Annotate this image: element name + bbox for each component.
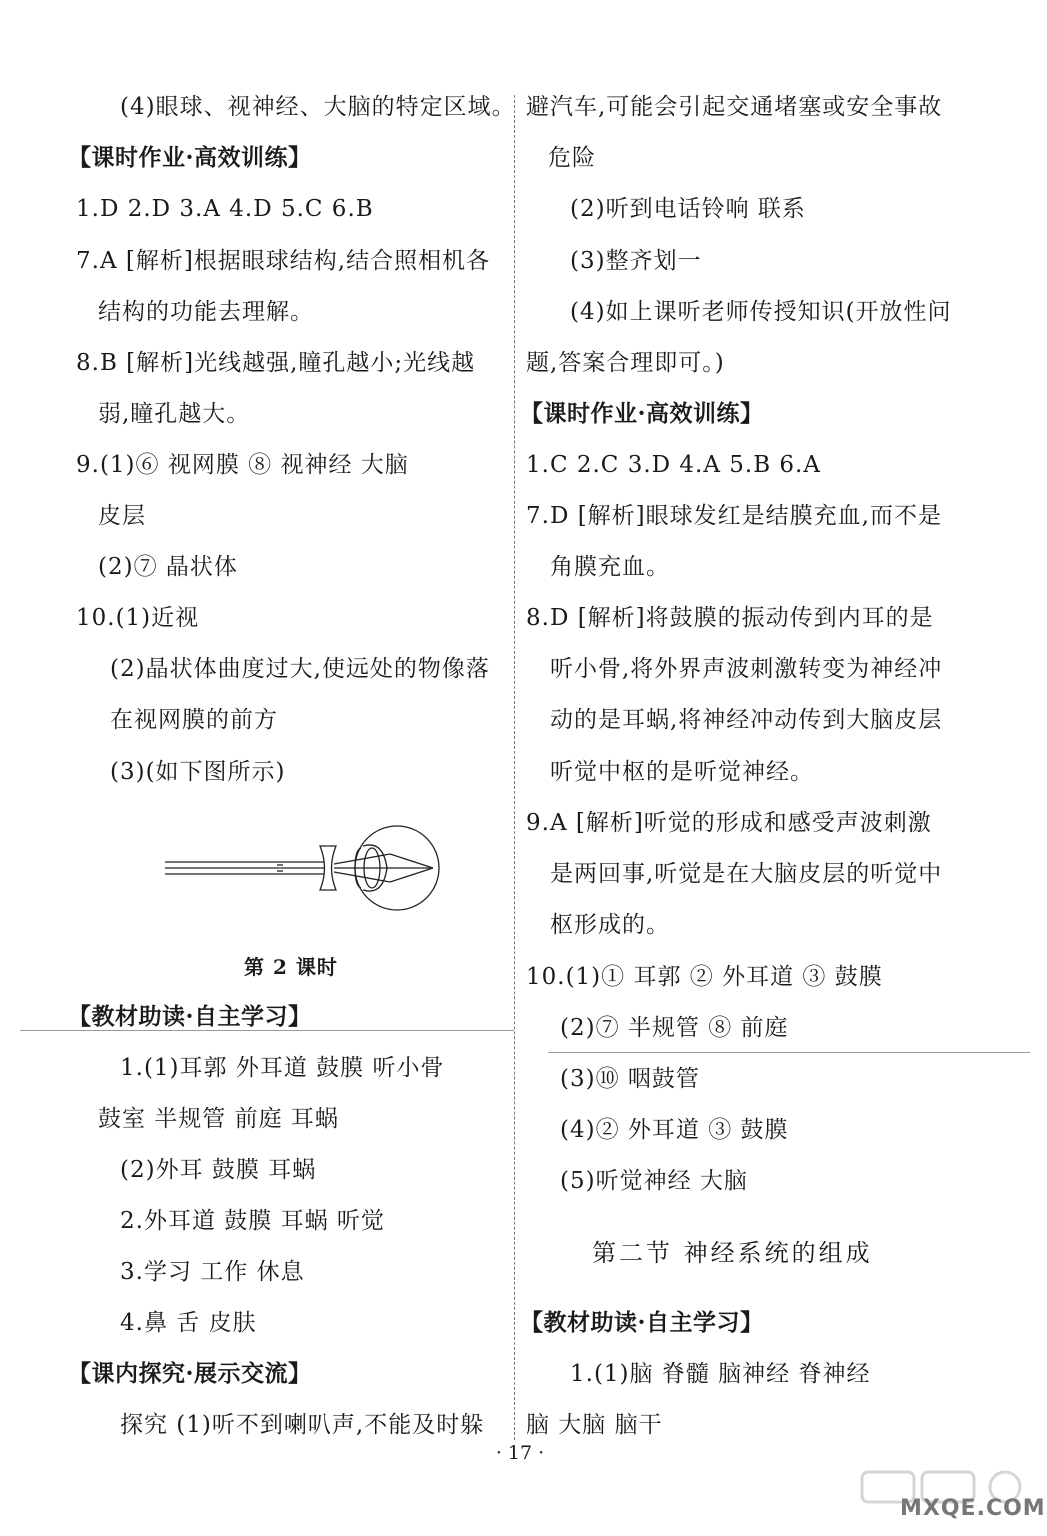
- myopia-correction-diagram: [165, 818, 450, 918]
- answer-line: (4)眼球、视神经、大脑的特定区域。: [120, 94, 516, 120]
- answer-line: 9.A [解析]听觉的形成和感受声波刺激: [526, 810, 932, 836]
- answer-line: 3.学习 工作 休息: [120, 1259, 305, 1285]
- answer-line: (3)(如下图所示): [110, 759, 286, 785]
- answer-line: (2)外耳 鼓膜 耳蜗: [120, 1157, 317, 1183]
- answer-line: 在视网膜的前方: [110, 707, 278, 733]
- answer-line: 1.C 2.C 3.D 4.A 5.B 6.A: [526, 452, 821, 478]
- column-divider: [514, 95, 515, 1440]
- answer-line: 2.外耳道 鼓膜 耳蜗 听觉: [120, 1208, 385, 1234]
- right-cut-line: [548, 1052, 1030, 1053]
- answer-line: 1.(1)耳郭 外耳道 鼓膜 听小骨: [120, 1055, 445, 1081]
- answer-line: 4.鼻 舌 皮肤: [120, 1310, 257, 1336]
- page-number: · 17 ·: [495, 1442, 545, 1464]
- answer-line: 结构的功能去理解。: [98, 299, 314, 325]
- answer-line: 10.(1)① 耳郭 ② 外耳道 ③ 鼓膜: [526, 964, 883, 990]
- answer-line: 避汽车,可能会引起交通堵塞或安全事故: [526, 94, 943, 120]
- answer-line: 10.(1)近视: [76, 605, 200, 631]
- answer-line: (5)听觉神经 大脑: [560, 1168, 748, 1194]
- answer-line: 1.D 2.D 3.A 4.D 5.C 6.B: [76, 196, 374, 222]
- answer-line: 危险: [548, 145, 596, 171]
- answer-line: 9.(1)⑥ 视网膜 ⑧ 视神经 大脑: [76, 452, 409, 478]
- answer-line: 鼓室 半规管 前庭 耳蜗: [98, 1106, 339, 1132]
- answer-line: (2)晶状体曲度过大,使远处的物像落: [110, 656, 490, 682]
- answer-line: 皮层: [98, 503, 146, 529]
- answer-line: 探究 (1)听不到喇叭声,不能及时躲: [120, 1412, 485, 1438]
- answer-line: 7.D [解析]眼球发红是结膜充血,而不是: [526, 503, 942, 529]
- watermark-text: MXQE.COM: [900, 1496, 1046, 1521]
- section-title: 第二节 神经系统的组成: [592, 1239, 873, 1267]
- answer-line: 动的是耳蜗,将神经冲动传到大脑皮层: [550, 707, 943, 733]
- answer-line: 8.B [解析]光线越强,瞳孔越小;光线越: [76, 350, 476, 376]
- answer-line: 是两回事,听觉是在大脑皮层的听觉中: [550, 861, 943, 887]
- answer-line: 角膜充血。: [550, 554, 670, 580]
- answer-line: (2)⑦ 晶状体: [98, 554, 238, 580]
- answer-line: 脑 大脑 脑干: [526, 1412, 663, 1438]
- answer-line: 枢形成的。: [550, 912, 670, 938]
- section-heading: 【课内探究·展示交流】: [68, 1360, 312, 1387]
- answer-line: (3)⑩ 咽鼓管: [560, 1066, 700, 1092]
- answer-line: (3)整齐划一: [570, 248, 702, 274]
- lesson-subtitle: 第 2 课时: [244, 955, 338, 979]
- answer-line: 弱,瞳孔越大。: [98, 401, 251, 427]
- section-heading: 【教材助读·自主学习】: [520, 1309, 764, 1336]
- answer-line: 听觉中枢的是听觉神经。: [550, 759, 814, 785]
- answer-line: (4)② 外耳道 ③ 鼓膜: [560, 1117, 789, 1143]
- answer-line: 1.(1)脑 脊髓 脑神经 脊神经: [570, 1361, 871, 1387]
- answer-line: (4)如上课听老师传授知识(开放性问: [570, 299, 952, 325]
- answer-line: (2)听到电话铃响 联系: [570, 196, 806, 222]
- answer-line: 7.A [解析]根据眼球结构,结合照相机各: [76, 248, 491, 274]
- answer-line: 听小骨,将外界声波刺激转变为神经冲: [550, 656, 943, 682]
- answer-line: 8.D [解析]将鼓膜的振动传到内耳的是: [526, 605, 934, 631]
- section-heading: 【教材助读·自主学习】: [68, 1003, 312, 1030]
- section-heading: 【课时作业·高效训练】: [68, 144, 312, 171]
- answer-line: 题,答案合理即可。): [526, 350, 725, 376]
- section-heading: 【课时作业·高效训练】: [520, 400, 764, 427]
- answer-line: (2)⑦ 半规管 ⑧ 前庭: [560, 1015, 789, 1041]
